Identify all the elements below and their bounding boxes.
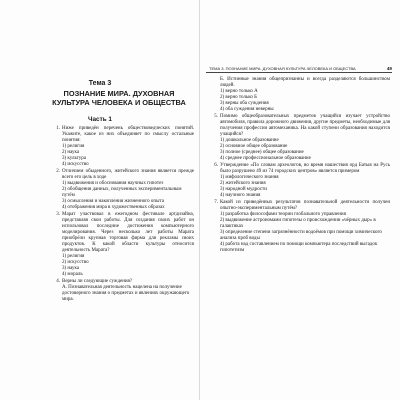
answer-option: 1) религия bbox=[62, 144, 85, 150]
answer-option: 1) мифологического знания bbox=[220, 175, 279, 181]
question-text: Отличием обыденного, житейского знания является прежде всего его цель в ходе bbox=[62, 169, 194, 181]
answer-option: 2) наука bbox=[62, 150, 80, 156]
answer-option: 4) научного знания bbox=[220, 193, 261, 199]
answer-option: 3) культура bbox=[62, 156, 86, 162]
question bbox=[210, 200, 390, 212]
running-head bbox=[206, 66, 392, 73]
question-number: 3. bbox=[56, 212, 60, 218]
part-heading: Часть 1 bbox=[88, 116, 112, 123]
answer-option: 4) оба суждения неверны bbox=[220, 107, 274, 113]
question-number: 6. bbox=[214, 163, 218, 169]
question bbox=[52, 212, 194, 254]
right-question-list bbox=[210, 76, 390, 254]
answer-option: 3) наука bbox=[62, 266, 80, 272]
question-number: 2. bbox=[56, 169, 60, 175]
question-text: Помимо общеобразовательных предметов учащийся изучает устройство автомобиля, правила дорожного движения, другие предметы, необходимые для получения профессии автомеханика. На какой ступени образования находится учащийся? bbox=[220, 114, 390, 138]
question-block bbox=[52, 169, 194, 211]
topic-number: Тема 3 bbox=[88, 80, 112, 87]
right-page bbox=[200, 0, 400, 400]
answer-option: 4) работа над составлением по помощи компьютера последствий выгадок гипотетизм bbox=[220, 242, 378, 254]
question bbox=[52, 126, 194, 144]
question-number bbox=[210, 77, 220, 89]
answer-option: 4) мораль bbox=[62, 272, 83, 278]
question bbox=[52, 169, 194, 181]
question-block bbox=[210, 200, 390, 254]
question-text: Какой из приведённых результатов познавательной деятельности получен опытно-экспериментальным путём? bbox=[220, 200, 390, 212]
answer-option: 2) обобщения данных, полученных экспериментальным путём bbox=[62, 187, 182, 199]
answer-option: 2) основное общее образование bbox=[220, 144, 288, 150]
answer-option: 2) верно только Б bbox=[220, 95, 258, 101]
question-number: 7. bbox=[214, 200, 218, 206]
question bbox=[210, 163, 390, 175]
question-number: 5. bbox=[214, 114, 218, 120]
question-block bbox=[210, 163, 390, 199]
running-head-title: ТЕМА 3. ПОЗНАНИЕ МИРА. ДУХОВНАЯ КУЛЬТУРА ЧЕЛОВЕКА И ОБЩЕСТВА bbox=[209, 66, 356, 71]
question bbox=[210, 77, 390, 89]
answer-option: 4) среднее профессиональное образование bbox=[220, 156, 311, 162]
left-question-list bbox=[52, 125, 194, 303]
answer-option: 1) выдвижения и обоснования научных гипотез bbox=[62, 181, 164, 187]
question-text: Б. Истинные знания общепризнанны и всегда разделяются большинством людей. bbox=[220, 77, 390, 89]
answer-option: 3) определение степени загрязнённости водоёмов при помощи химического анализа проб воды bbox=[220, 230, 382, 242]
question-text: Утверждение «По словам археологов, во время нашествия орд Батыя на Русь было разрушено 49 из 74 городских центров» является примером bbox=[220, 163, 390, 175]
answer-option: 2) выдвижение астрономами гипотезы о происхождении «чёрных дыр» в галактиках bbox=[220, 218, 376, 230]
answer-option: 1) разработка философами теории глобального управления bbox=[220, 212, 346, 218]
question-number: 4. bbox=[56, 279, 60, 285]
answer-option: 3) верны оба суждения bbox=[220, 101, 269, 107]
question bbox=[210, 114, 390, 138]
answer-option: 2) искусство bbox=[62, 260, 89, 266]
answer-option: 1) религия bbox=[62, 254, 85, 260]
question-block bbox=[210, 114, 390, 162]
question-text: Верны ли следующие суждения? bbox=[62, 279, 133, 285]
answer-option: 3) народной мудрости bbox=[220, 187, 267, 193]
answer-option: 1) дошкольное образование bbox=[220, 138, 279, 144]
answer-option: 2) житейского знания bbox=[220, 181, 266, 187]
answer-option: 1) верно только А bbox=[220, 89, 258, 95]
question-text: Марат участвовал в ежегодном фестивале артдизайна, представляя свои работы. Для создания своих работ он использовал последние достижения компьютерного моделирования. Через несколько лет работы Марата приобрёли крупная торговая фирма для рекламы своих продуктов. К какой области культуры относится деятельность Марата? bbox=[62, 212, 194, 254]
answer-option: 4) искусство bbox=[62, 162, 89, 168]
answer-option: 3) осмысления и накопления жизненного опыта bbox=[62, 199, 164, 205]
answer-option: 3) полное (среднее) общее образование bbox=[220, 150, 304, 156]
question-block bbox=[52, 212, 194, 278]
question-block bbox=[52, 126, 194, 168]
page-number: 49 bbox=[386, 65, 392, 71]
question-block bbox=[210, 77, 390, 113]
question-text: Ниже приведён перечень обществоведческих понятий. Укажите, какое из них объединяет по смыслу остальные понятия: bbox=[62, 126, 194, 144]
question-number: 1. bbox=[56, 126, 60, 132]
answer-option: А. Познавательная деятельность нацелена на получение достоверного знания о предметах и явлениях окружающего мира. bbox=[62, 285, 190, 303]
answer-option: 4) отображения мира в художественных образах bbox=[62, 205, 165, 211]
question-block bbox=[52, 279, 194, 303]
topic-title: ПОЗНАНИЕ МИРА. ДУХОВНАЯ КУЛЬТУРА ЧЕЛОВЕКА И ОБЩЕСТВА bbox=[52, 89, 186, 107]
